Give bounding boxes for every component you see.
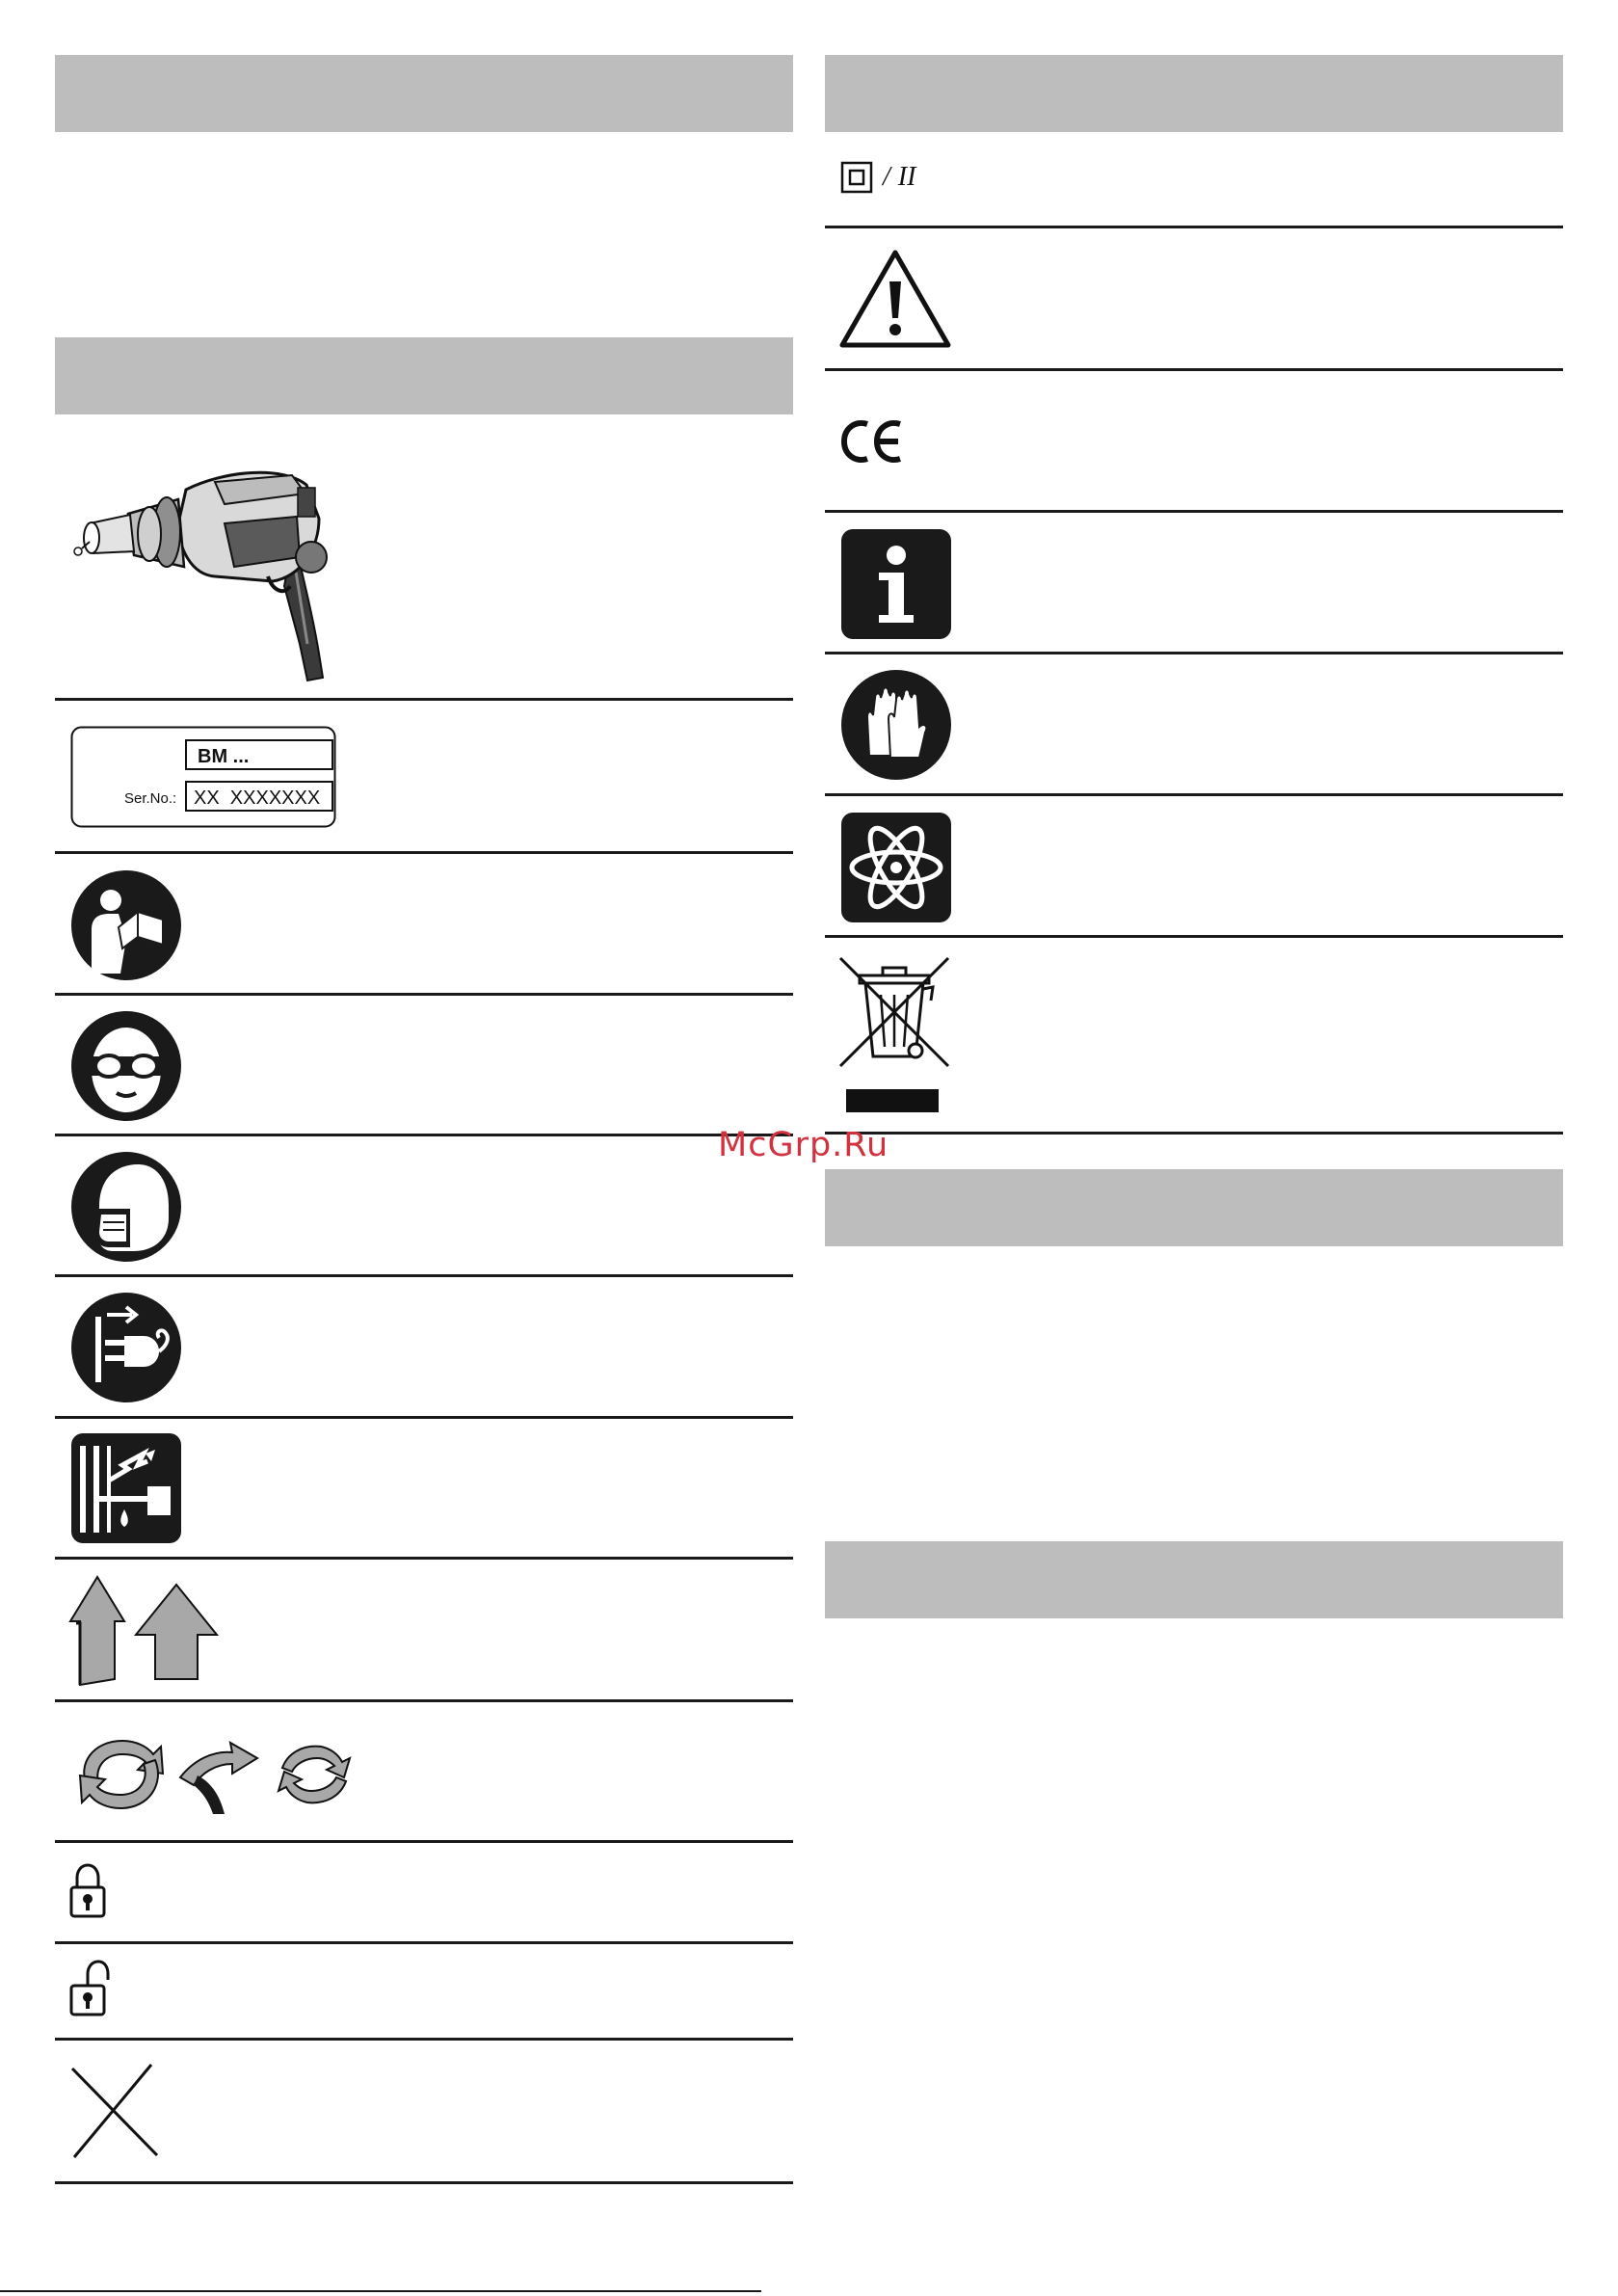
direction-arrows-icon <box>68 1573 242 1689</box>
row-divider <box>55 1557 793 1560</box>
dust-mask-icon <box>70 1151 182 1263</box>
row-divider <box>55 851 793 854</box>
section-header-band <box>55 337 793 414</box>
row-divider <box>825 935 1563 938</box>
warning-triangle-icon <box>838 249 952 349</box>
check-hidden-cables-pipes-icon <box>70 1432 182 1544</box>
protection-class-numeral: II <box>897 162 916 192</box>
row-divider <box>825 652 1563 654</box>
not-allowed-cross-icon <box>68 2063 161 2159</box>
section-header-band <box>825 1169 1563 1246</box>
row-divider <box>55 2038 793 2041</box>
row-divider <box>825 793 1563 796</box>
row-divider <box>55 1840 793 1843</box>
safety-goggles-icon <box>70 1010 182 1122</box>
rating-plate-icon <box>70 726 336 828</box>
ce-mark-icon <box>840 416 908 467</box>
atom-symbol-icon <box>840 812 952 923</box>
serial-number-label: Ser.No.: <box>124 790 177 807</box>
section-header-band <box>825 55 1563 132</box>
page-bottom-rule <box>0 2290 761 2292</box>
row-divider <box>825 226 1563 228</box>
crossed-out-wheelie-bin-icon <box>838 956 954 1116</box>
padlock-unlocked-icon <box>68 1959 111 2018</box>
row-divider <box>825 368 1563 371</box>
unplug-before-work-icon <box>70 1292 182 1403</box>
row-divider <box>55 1699 793 1702</box>
protection-class-row <box>840 160 915 195</box>
row-divider <box>825 1132 1563 1135</box>
double-insulation-icon <box>840 161 873 194</box>
watermark-text: McGrp.Ru <box>718 1126 889 1164</box>
padlock-locked-icon <box>68 1862 107 1920</box>
row-divider <box>825 510 1563 513</box>
section-header-band <box>825 1541 1563 1618</box>
row-divider <box>55 1134 793 1136</box>
power-drill-illustration <box>70 432 388 682</box>
row-divider <box>55 1941 793 1944</box>
row-divider <box>55 1274 793 1277</box>
protective-gloves-icon <box>840 669 952 781</box>
serial-number-value: XX XXXXXXX <box>194 788 321 809</box>
row-divider <box>55 993 793 996</box>
protection-class-separator: / <box>883 162 890 192</box>
rotation-direction-icon <box>68 1731 367 1818</box>
read-manual-icon <box>70 869 182 981</box>
information-icon <box>840 528 952 640</box>
rating-plate-model: BM ... <box>198 746 250 767</box>
row-divider <box>55 1416 793 1419</box>
section-header-band <box>55 55 793 132</box>
row-divider <box>55 698 793 701</box>
row-divider <box>55 2181 793 2184</box>
